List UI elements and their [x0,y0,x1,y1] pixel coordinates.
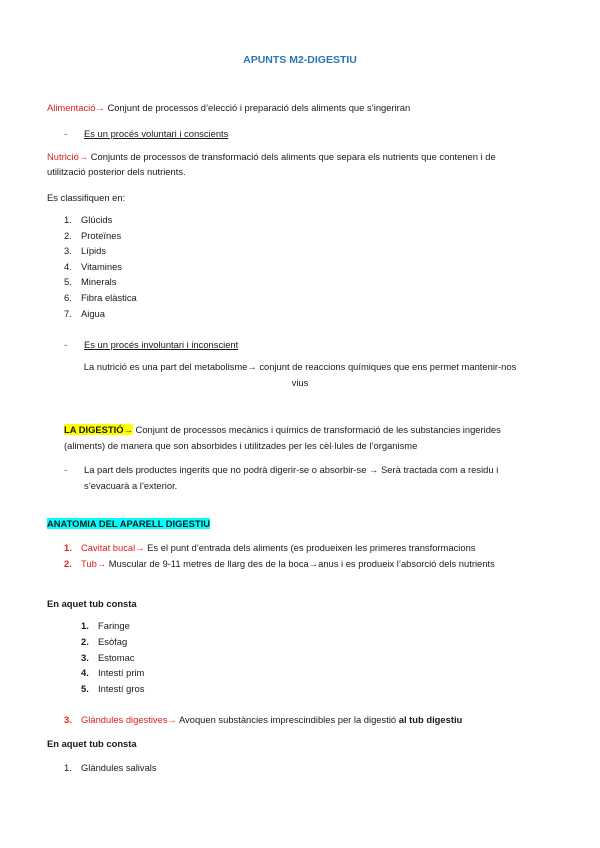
alimentacio-bullet [64,127,228,141]
alimentacio-bullet-text: Es un procés voluntari i conscients [84,128,229,139]
tub-consta-label: En aquet tub consta [47,598,137,609]
tub-list [81,619,144,698]
digestio-text-line2: (aliments) de manera que son absorbides i utilitzades per les cèl·lules de l’organisme [64,440,418,451]
list-item: 1. Faringe [81,620,130,631]
arrow-icon: → [78,151,89,162]
classifiquen-label: Es classifiquen en: [47,192,126,203]
list-item: 1. Glúcids [64,214,113,225]
metabolisme-line1: La nutrició es una part del metabolisme→ conjunt de reaccions químiques que ens permet mantenir-nos [83,361,517,372]
glandules-item: 3. Glàndules digestives→ Avoquen substàncies imprescindibles per la digestió al tub digestiu [64,714,463,725]
digestio-text: Conjunt de processos mecànics i químics de transformació de les substancies ingerides [132,424,501,435]
list-item: 7. Aigua [64,307,105,319]
digestio-bullet [64,463,498,477]
list-item: 3. Estomac [81,651,135,663]
digestio-bullet-line2: s’evacuarà a l’exterior. [84,480,178,491]
arrow-icon: → [95,102,105,113]
digestio-definition [64,423,501,437]
nutricio-text: Conjunts de processos de transformació dels aliments que separa els nutrients que contenen i de [88,151,496,162]
page-title: APUNTS M2-DIGESTIU [243,54,357,66]
glandules-text: Avoquen substàncies imprescindibles per la digestió [176,714,399,725]
list-item: 1. Cavitat bucal→ Es el punt d’entrada dels aliments (es produeixen les primeres transformacions [64,542,476,553]
list-item: 5. Minerals [64,276,117,288]
arrow-icon: → [96,558,107,569]
glandules-list [64,761,157,775]
dash-bullet: - [64,128,68,139]
nutricio-bullet [64,338,238,352]
list-item: 4. Intestí prim [81,667,145,679]
tub-consta-label-2: En aquet tub consta [47,738,137,749]
arrow-icon: → [167,714,177,725]
list-item: 2. Tub→ Muscular de 9-11 metres de llarg des de la boca→anus i es produeix l’absorció dels nutrients [64,558,495,569]
metabolisme-line2: vius [291,377,309,388]
list-item: 1. Glàndules salivals [64,762,157,773]
digestio-bullet-line1: La part dels productes ingerits que no podrà digerir-se o absorbir-se → Serà tractada com a residu i [84,464,499,475]
glandules-term: Glàndules digestives [81,714,168,725]
digestio-term: LA DIGESTIÓ [64,424,124,435]
dash-bullet: - [64,464,68,475]
list-item: 2. Proteïnes [64,229,122,241]
alimentacio-definition [47,101,410,115]
arrow-icon: → [135,542,145,553]
list-item: 4. Vitamines [64,260,122,272]
list-item: 3. Lípids [64,245,107,257]
alimentacio-text: Conjunt de processos d’elecció i preparació dels aliments que s’ingeriran [104,102,411,113]
anatomia-heading: ANATOMIA DEL APARELL DIGESTIU [47,518,211,529]
arrow-icon: → [123,424,133,435]
nutricio-term: Nutrició [47,151,79,162]
nutricio-text-line2: utilització posterior dels nutrients. [47,166,186,177]
dash-bullet: - [64,339,68,350]
nutricio-definition [47,150,496,164]
nutrients-list [64,213,137,322]
list-item: 5. Intestí gros [81,683,145,695]
nutricio-bullet-text: Es un procés involuntari i inconscient [84,339,239,350]
glandules-bold-tail: al tub digestiu [398,714,463,725]
list-item: 6. Fibra elàstica [64,291,137,303]
list-item: 2. Esòfag [81,635,128,647]
alimentacio-term: Alimentació [47,102,96,113]
anatomia-list [64,541,495,573]
